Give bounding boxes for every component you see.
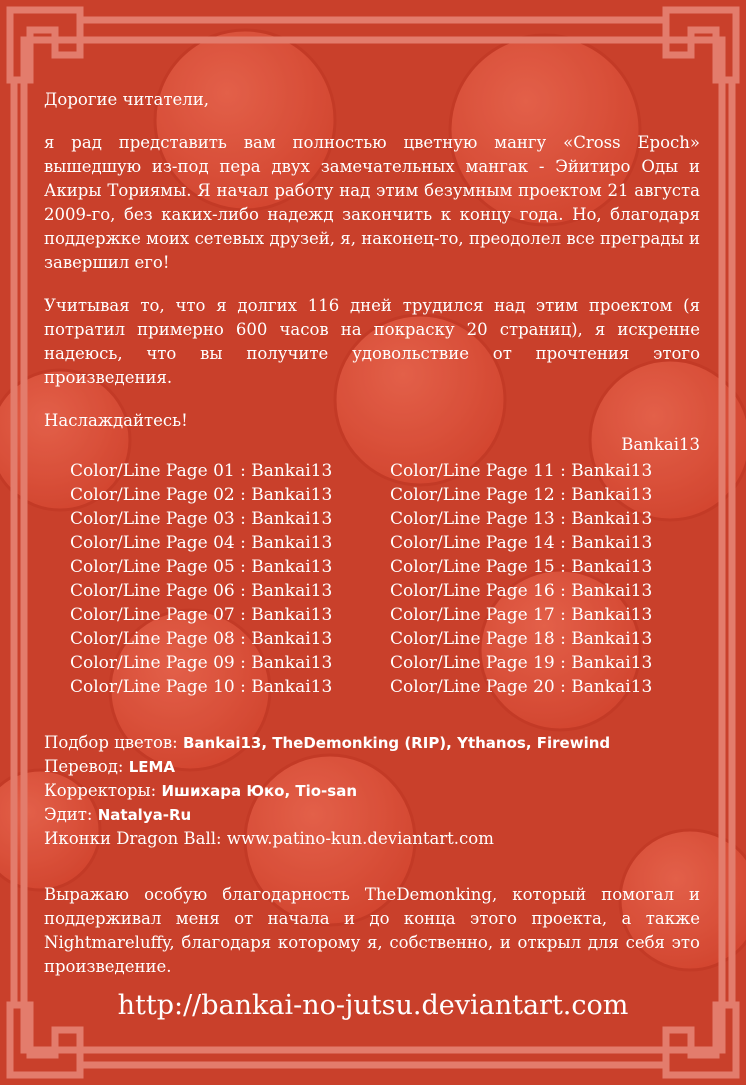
signature: Bankai13 bbox=[621, 435, 700, 454]
colors-credit bbox=[44, 731, 704, 755]
icons-credit: Иконки Dragon Ball: www.patino-kun.deviantart.com bbox=[44, 829, 494, 848]
colors-value: Bankai13, TheDemonking (RIP), Ythanos, Firewind bbox=[182, 734, 611, 752]
proof-label: Корректоры: bbox=[44, 781, 157, 800]
enjoy-line: Наслаждайтесь! bbox=[44, 411, 188, 430]
credit-row: Color/Line Page 11 : Bankai13 bbox=[390, 461, 653, 481]
website-url[interactable]: http://bankai-no-jutsu.deviantart.com bbox=[117, 990, 629, 1021]
thanks-paragraph: Выражаю особую благодарность TheDemonking, который помогал и поддерживал меня от начала и до конца этого проекта, а также Nightmareluffy, благодаря которому я, собственно, и открыл для себя это произведение. bbox=[44, 885, 700, 976]
intro-text bbox=[44, 88, 700, 457]
credit-row: Color/Line Page 03 : Bankai13 bbox=[70, 509, 333, 529]
credit-row: Color/Line Page 19 : Bankai13 bbox=[390, 653, 653, 673]
translation-credit bbox=[44, 755, 704, 779]
credit-row: Color/Line Page 05 : Bankai13 bbox=[70, 557, 333, 577]
edit-value: Natalya-Ru bbox=[97, 806, 192, 824]
edit-credit bbox=[44, 803, 704, 827]
credit-row: Color/Line Page 06 : Bankai13 bbox=[70, 581, 333, 601]
credit-row: Color/Line Page 20 : Bankai13 bbox=[390, 677, 653, 697]
credit-row: Color/Line Page 18 : Bankai13 bbox=[390, 629, 653, 649]
staff-credits bbox=[44, 731, 704, 851]
credit-row: Color/Line Page 07 : Bankai13 bbox=[70, 605, 333, 625]
credit-row: Color/Line Page 14 : Bankai13 bbox=[390, 533, 653, 553]
credit-row: Color/Line Page 12 : Bankai13 bbox=[390, 485, 653, 505]
greeting: Дорогие читатели, bbox=[44, 90, 209, 109]
translation-label: Перевод: bbox=[44, 757, 124, 776]
credit-row: Color/Line Page 08 : Bankai13 bbox=[70, 629, 333, 649]
credit-row: Color/Line Page 13 : Bankai13 bbox=[390, 509, 653, 529]
credit-row: Color/Line Page 01 : Bankai13 bbox=[70, 461, 333, 481]
credit-row: Color/Line Page 09 : Bankai13 bbox=[70, 653, 333, 673]
edit-label: Эдит: bbox=[44, 805, 93, 824]
credit-row: Color/Line Page 04 : Bankai13 bbox=[70, 533, 333, 553]
proof-value: Ишихара Юко, Tio-san bbox=[161, 782, 358, 800]
proofreading-credit bbox=[44, 779, 704, 803]
intro-paragraph-2: Учитывая то, что я долгих 116 дней трудился над этим проектом (я потратил примерно 600 часов на покраску 20 страниц), я искренне надеюсь, что вы получите удовольствие от прочтения этого произведения. bbox=[44, 296, 700, 387]
credit-row: Color/Line Page 10 : Bankai13 bbox=[70, 677, 333, 697]
credits-column-right bbox=[390, 459, 652, 699]
credit-row: Color/Line Page 17 : Bankai13 bbox=[390, 605, 653, 625]
translation-value: LEMA bbox=[128, 758, 176, 776]
credit-row: Color/Line Page 02 : Bankai13 bbox=[70, 485, 333, 505]
colors-label: Подбор цветов: bbox=[44, 733, 178, 752]
credit-row: Color/Line Page 15 : Bankai13 bbox=[390, 557, 653, 577]
credits-column-left bbox=[70, 459, 332, 699]
credit-row: Color/Line Page 16 : Bankai13 bbox=[390, 581, 653, 601]
intro-paragraph-1: я рад представить вам полностью цветную мангу «Cross Epoch» вышедшую из-под пера двух замечательных мангак - Эйитиро Оды и Акиры Ториямы. Я начал работу над этим безумным проектом 21 августа 2009-го, без каких-либо надежд закончить к концу года. Но, благодаря поддержке моих сетевых друзей, я, наконец-то, преодолел все преграды и завершил его! bbox=[44, 133, 700, 272]
